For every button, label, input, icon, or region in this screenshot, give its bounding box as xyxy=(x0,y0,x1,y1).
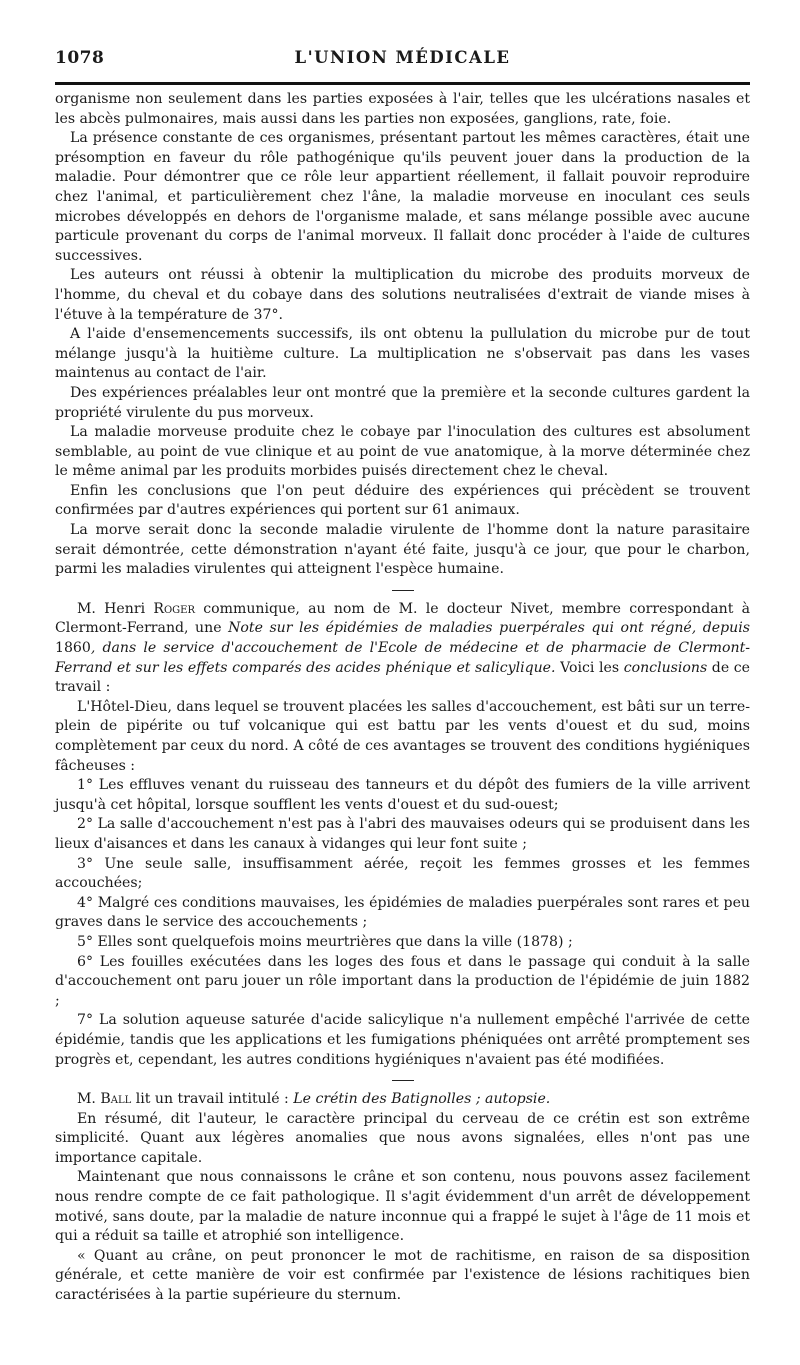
header-rule xyxy=(55,82,750,85)
list-item: 6° Les fouilles exécutées dans les loges des fous et dans le passage qui conduit à la salle d'accouchement ont paru jouer un rôle important dans la production de l'épidémie de juin 1882 ; xyxy=(55,953,750,1009)
ball-name: Ball xyxy=(100,1091,132,1108)
paragraph: La morve serait donc la seconde maladie virulente de l'homme dont la nature parasitaire serait démontrée, cette démonstration n'ayant été faite, jusqu'à ce jour, que pour le charbon, parmi les maladies virulentes qui atteignent l'espèce humaine. xyxy=(55,522,750,578)
roger-note-title: Note sur les épidémies de maladies puerpérales qui ont régné, depuis xyxy=(228,620,750,637)
roger-communication xyxy=(55,600,750,698)
list-item: 5° Elles sont quelquefois moins meurtrières que dans la ville (1878) ; xyxy=(77,933,573,950)
list-item: 2° La salle d'accouchement n'est pas à l'abri des mauvaises odeurs qui se produisent dans les lieux d'aisances et dans les canaux à vidanges qui leur font suite ; xyxy=(55,816,750,852)
roger-text: de ce travail : xyxy=(55,659,751,696)
roger-name-prefix: M. Henri xyxy=(77,600,154,617)
paragraph: En résumé, dit l'auteur, le caractère principal du cerveau de ce crétin est son extrême simplicité. Quant aux légères anomalies que nous avons signalées, elles n'ont pas une importance capitale. xyxy=(55,1110,750,1166)
page-body xyxy=(55,90,750,1306)
section-separator xyxy=(392,590,414,591)
roger-conclusions-word: conclusions xyxy=(623,659,708,676)
roger-text: Voici les xyxy=(555,659,624,676)
paragraph: Des expériences préalables leur ont montré que la première et la seconde cultures gardent la propriété virulente du pus morveux. xyxy=(55,384,750,421)
list-item: 7° La solution aqueuse saturée d'acide salicylique n'a nullement empêché l'arrivée de cette épidémie, tandis que les applications et les fumigations phéniquées ont arrêté promptement ses progrès et, cependant, les autres conditions hygiéniques n'avaient pas été modifiées. xyxy=(55,1012,750,1068)
list-item: 3° Une seule salle, insuffisamment aérée, reçoit les femmes grosses et les femmes accouchées; xyxy=(55,855,750,892)
roger-intro: L'Hôtel-Dieu, dans lequel se trouvent placées les salles d'accouchement, est bâti sur un terre-plein de pipérite ou tuf volcanique qui est battu par les vents d'ouest et du sud, moins complètement par ceux du nord. A côté de ces avantages se trouvent des conditions hygiéniques fâcheuses : xyxy=(55,698,750,774)
page-header xyxy=(55,44,750,76)
paragraph: « Quant au crâne, on peut prononcer le mot de rachitisme, en raison de sa disposition générale, et cette manière de voir est confirmée par l'existence de lésions rachitiques bien caractérisées à la partie supérieure du sternum. xyxy=(55,1247,750,1304)
ball-name-prefix: M. xyxy=(77,1091,101,1108)
roger-name: Roger xyxy=(153,600,195,617)
paragraph: Maintenant que nous connaissons le crâne et son contenu, nous pouvons assez facilement nous rendre compte de ce fait pathologique. Il s'agit évidemment d'un arrêt de développement motivé, sans doute, par la maladie de nature inconnue qui a frappé le sujet à l'âge de 11 mois et qui a réduit sa taille et atrophié son intelligence. xyxy=(55,1169,750,1245)
list-item: 4° Malgré ces conditions mauvaises, les épidémies de maladies puerpérales sont rares et peu graves dans le service des accouchements ; xyxy=(55,894,750,931)
roger-note-title: , dans le service d'accouchement de l'Ecole de médecine et de pharmacie de Clermont-Ferrand et sur les effets comparés des acides phénique et salicylique. xyxy=(55,640,750,676)
roger-year: 1860 xyxy=(55,640,91,657)
roger-text: communique, au nom de M. le docteur Nivet, membre correspondant à Clermont-Ferrand, une xyxy=(55,600,751,637)
ball-communication xyxy=(55,1090,750,1110)
ball-work-title: Le crétin des Batignolles ; autopsie. xyxy=(293,1091,551,1108)
ball-text: lit un travail intitulé : xyxy=(131,1091,294,1108)
paragraph: Enfin les conclusions que l'on peut déduire des expériences qui précèdent se trouvent confirmées par d'autres expériences qui portent sur 61 animaux. xyxy=(55,482,750,519)
paragraph: A l'aide d'ensemencements successifs, ils ont obtenu la pullulation du microbe pur de tout mélange jusqu'à la huitième culture. La multiplication ne s'observait pas dans les vases maintenus au contact de l'air. xyxy=(55,326,750,382)
page-number: 1078 xyxy=(55,48,105,68)
conclusions-list xyxy=(55,776,750,1070)
journal-title: L'UNION MÉDICALE xyxy=(294,48,511,67)
section-separator xyxy=(392,1080,414,1081)
paragraph: Les auteurs ont réussi à obtenir la multiplication du microbe des produits morveux de l'homme, du cheval et du cobaye dans des solutions neutralisées d'extrait de viande mises à l'étuve à la température de 37°. xyxy=(55,267,750,323)
paragraph: La maladie morveuse produite chez le cobaye par l'inoculation des cultures est absolument semblable, au point de vue clinique et au point de vue anatomique, à la morve déterminée chez le même animal par les produits morbides puisés directement chez le cheval. xyxy=(55,424,750,480)
list-item: 1° Les effluves venant du ruisseau des tanneurs et du dépôt des fumiers de la ville arrivent jusqu'à cet hôpital, lorsque soufflent les vents d'ouest et du sud-ouest; xyxy=(55,777,750,813)
paragraph: La présence constante de ces organismes, présentant partout les mêmes caractères, était une présomption en faveur du rôle pathogénique qu'ils peuvent jouer dans la production de la maladie. Pour démontrer que ce rôle leur appartient réellement, il fallait pouvoir reproduire chez l'animal, et particulièrement chez l'âne, la maladie morveuse en inoculant ces seuls microbes développés en dehors de l'organisme malade, et sans mélange possible avec aucune particule provenant du corps de l'animal morveux. Il fallait donc procéder à l'aide de cultures successives. xyxy=(55,130,750,264)
paragraph: organisme non seulement dans les parties exposées à l'air, telles que les ulcérations nasales et les abcès pulmonaires, mais aussi dans les parties non exposées, ganglions, rate, foie. xyxy=(55,91,750,127)
